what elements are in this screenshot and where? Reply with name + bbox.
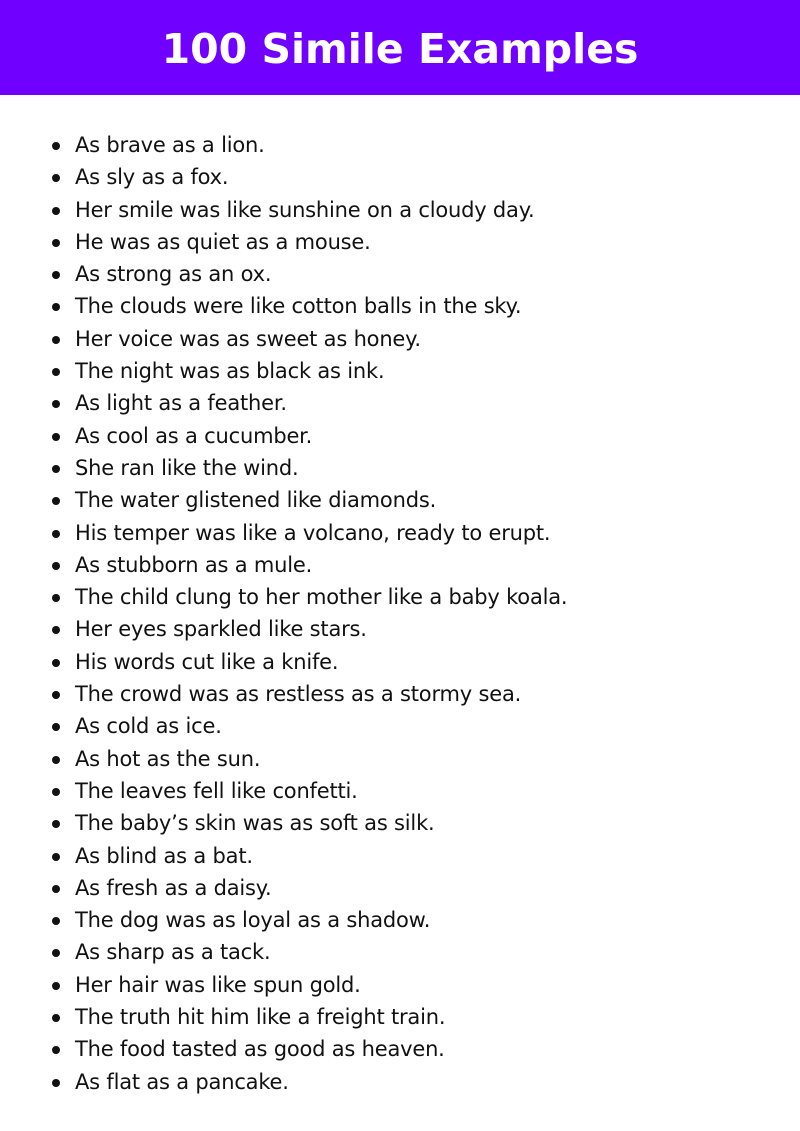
list-item xyxy=(0,517,800,549)
bullet-icon xyxy=(52,917,60,925)
simile-text: Her eyes sparkled like stars. xyxy=(75,617,367,642)
bullet-icon xyxy=(52,174,60,182)
bullet-icon xyxy=(52,562,60,570)
list-item xyxy=(0,323,800,355)
bullet-icon xyxy=(52,982,60,990)
bullet-icon xyxy=(52,594,60,602)
simile-text: The dog was as loyal as a shadow. xyxy=(75,908,431,933)
list-item xyxy=(0,355,800,387)
list-item xyxy=(0,1001,800,1033)
list-item xyxy=(0,484,800,516)
list-item xyxy=(0,129,800,161)
list-item xyxy=(0,904,800,936)
bullet-icon xyxy=(52,885,60,893)
bullet-icon xyxy=(52,271,60,279)
list-item xyxy=(0,646,800,678)
bullet-icon xyxy=(52,368,60,376)
simile-text: As strong as an ox. xyxy=(75,262,272,287)
simile-text: She ran like the wind. xyxy=(75,455,299,480)
simile-list xyxy=(0,129,800,1098)
simile-text: The truth hit him like a freight train. xyxy=(75,1005,446,1030)
page-title: 100 Simile Examples xyxy=(161,25,639,73)
simile-text: The food tasted as good as heaven. xyxy=(75,1037,445,1062)
list-item xyxy=(0,613,800,645)
bullet-icon xyxy=(52,303,60,311)
list-item xyxy=(0,226,800,258)
bullet-icon xyxy=(52,1046,60,1054)
simile-text: Her voice was as sweet as honey. xyxy=(75,326,421,351)
bullet-icon xyxy=(52,1014,60,1022)
bullet-icon xyxy=(52,497,60,505)
list-item xyxy=(0,743,800,775)
simile-text: His temper was like a volcano, ready to erupt. xyxy=(75,520,551,545)
simile-text: The child clung to her mother like a baby koala. xyxy=(75,585,568,610)
bullet-icon xyxy=(52,1079,60,1087)
list-item xyxy=(0,452,800,484)
list-item xyxy=(0,194,800,226)
bullet-icon xyxy=(52,239,60,247)
bullet-icon xyxy=(52,626,60,634)
list-item xyxy=(0,581,800,613)
bullet-icon xyxy=(52,336,60,344)
simile-text: The leaves fell like confetti. xyxy=(75,778,358,803)
bullet-icon xyxy=(52,788,60,796)
bullet-icon xyxy=(52,949,60,957)
simile-text: As blind as a bat. xyxy=(75,843,253,868)
list-item xyxy=(0,1033,800,1065)
simile-text: As hot as the sun. xyxy=(75,746,261,771)
simile-text: As light as a feather. xyxy=(75,391,287,416)
simile-text: The baby’s skin was as soft as silk. xyxy=(75,811,435,836)
bullet-icon xyxy=(52,659,60,667)
simile-text: Her smile was like sunshine on a cloudy day. xyxy=(75,197,535,222)
simile-text: As cool as a cucumber. xyxy=(75,423,313,448)
list-item xyxy=(0,710,800,742)
list-item xyxy=(0,1066,800,1098)
list-item xyxy=(0,807,800,839)
list-item xyxy=(0,258,800,290)
list-item xyxy=(0,290,800,322)
list-item xyxy=(0,420,800,452)
list-item xyxy=(0,678,800,710)
simile-text: As stubborn as a mule. xyxy=(75,552,313,577)
bullet-icon xyxy=(52,207,60,215)
bullet-icon xyxy=(52,853,60,861)
list-item xyxy=(0,775,800,807)
bullet-icon xyxy=(52,820,60,828)
simile-text: As flat as a pancake. xyxy=(75,1069,289,1094)
bullet-icon xyxy=(52,465,60,473)
simile-text: The night was as black as ink. xyxy=(75,359,385,384)
simile-text: His words cut like a knife. xyxy=(75,649,339,674)
simile-text: As brave as a lion. xyxy=(75,133,265,157)
simile-text: As fresh as a daisy. xyxy=(75,875,272,900)
simile-text: As sharp as a tack. xyxy=(75,940,271,965)
simile-text: The crowd was as restless as a stormy sea. xyxy=(75,682,522,707)
bullet-icon xyxy=(52,433,60,441)
list-item xyxy=(0,872,800,904)
bullet-icon xyxy=(52,691,60,699)
list-item xyxy=(0,936,800,968)
list-item xyxy=(0,387,800,419)
bullet-icon xyxy=(52,723,60,731)
bullet-icon xyxy=(52,756,60,764)
title-banner xyxy=(0,0,800,95)
bullet-icon xyxy=(52,400,60,408)
simile-text: The water glistened like diamonds. xyxy=(75,488,437,513)
bullet-icon xyxy=(52,142,60,150)
list-item xyxy=(0,549,800,581)
simile-text: As cold as ice. xyxy=(75,714,222,739)
simile-text: As sly as a fox. xyxy=(75,165,229,190)
list-item xyxy=(0,840,800,872)
list-item xyxy=(0,969,800,1001)
list-item xyxy=(0,161,800,193)
simile-text: Her hair was like spun gold. xyxy=(75,972,361,997)
simile-text: The clouds were like cotton balls in the sky. xyxy=(75,294,522,319)
simile-text: He was as quiet as a mouse. xyxy=(75,229,371,254)
bullet-icon xyxy=(52,530,60,538)
